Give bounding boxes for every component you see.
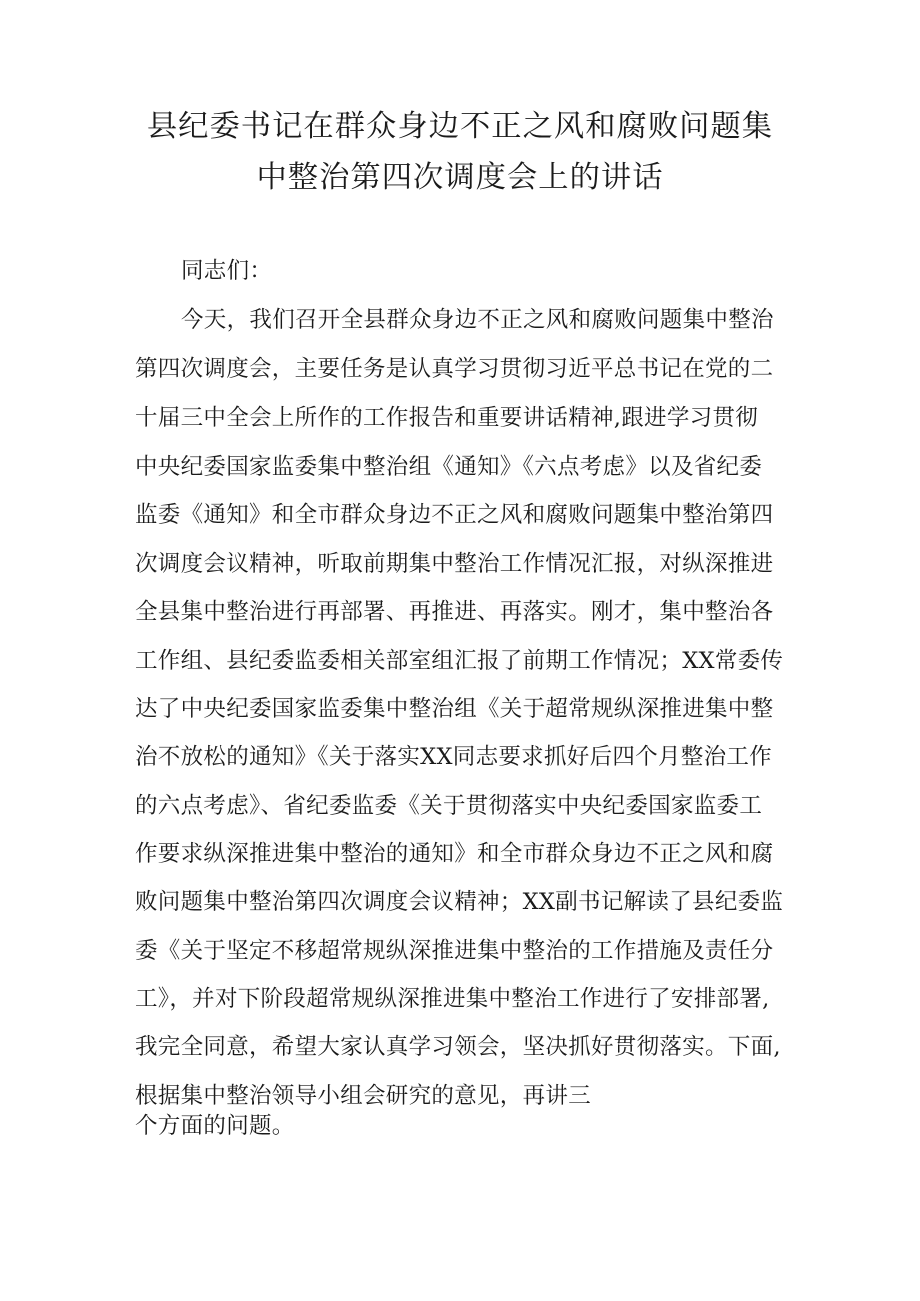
body-line: 全县集中整治进行再部署、再推进、再落实。刚才，集中整治各 xyxy=(135,599,774,625)
document-title-line-1: 县纪委书记在群众身边不正之风和腐败问题集 xyxy=(146,109,774,144)
body-line: 治不放松的通知》《关于落实XX同志要求抓好后四个月整治工作 xyxy=(135,744,772,770)
body-line: 根据集中整治领导小组会研究的意见，再讲三 xyxy=(135,1083,592,1109)
body-line: 工作组、县纪委监委相关部室组汇报了前期工作情况；XX常委传 xyxy=(135,648,784,674)
body-line: 工》，并对下阶段超常规纵深推进集中整治工作进行了安排部署, xyxy=(135,986,770,1012)
body-line: 次调度会议精神，听取前期集中整治工作情况汇报，对纵深推进 xyxy=(135,551,774,577)
body-line: 监委《通知》和全市群众身边不正之风和腐败问题集中整治第四 xyxy=(135,502,774,528)
document-title-line-2: 中整治第四次调度会上的讲话 xyxy=(256,160,664,195)
body-line: 败问题集中整治第四次调度会议精神；XX副书记解读了县纪委监 xyxy=(135,889,784,915)
body-line: 第四次调度会，主要任务是认真学习贯彻习近平总书记在党的二 xyxy=(135,356,774,382)
body-line: 的六点考虑》、省纪委监委《关于贯彻落实中央纪委国家监委工 xyxy=(135,793,763,819)
body-line: 个方面的问题。 xyxy=(135,1113,295,1139)
body-line: 委《关于坚定不移超常规纵深推进集中整治的工作措施及责任分 xyxy=(135,938,774,964)
body-line: 达了中央纪委国家监委集中整治组《关于超常规纵深推进集中整 xyxy=(135,696,774,722)
body-line: 今天，我们召开全县群众身边不正之风和腐败问题集中整治 xyxy=(181,307,774,333)
body-line: 中央纪委国家监委集中整治组《通知》《六点考虑》以及省纪委 xyxy=(135,454,763,480)
body-line: 十届三中全会上所作的工作报告和重要讲话精神,跟进学习贯彻 xyxy=(135,405,759,431)
body-line: 作要求纵深推进集中整治的通知》和全市群众身边不正之风和腐 xyxy=(135,841,774,867)
salutation: 同志们： xyxy=(181,258,273,284)
body-line: 我完全同意，希望大家认真学习领会，坚决抓好贯彻落实。下面, xyxy=(135,1034,781,1060)
